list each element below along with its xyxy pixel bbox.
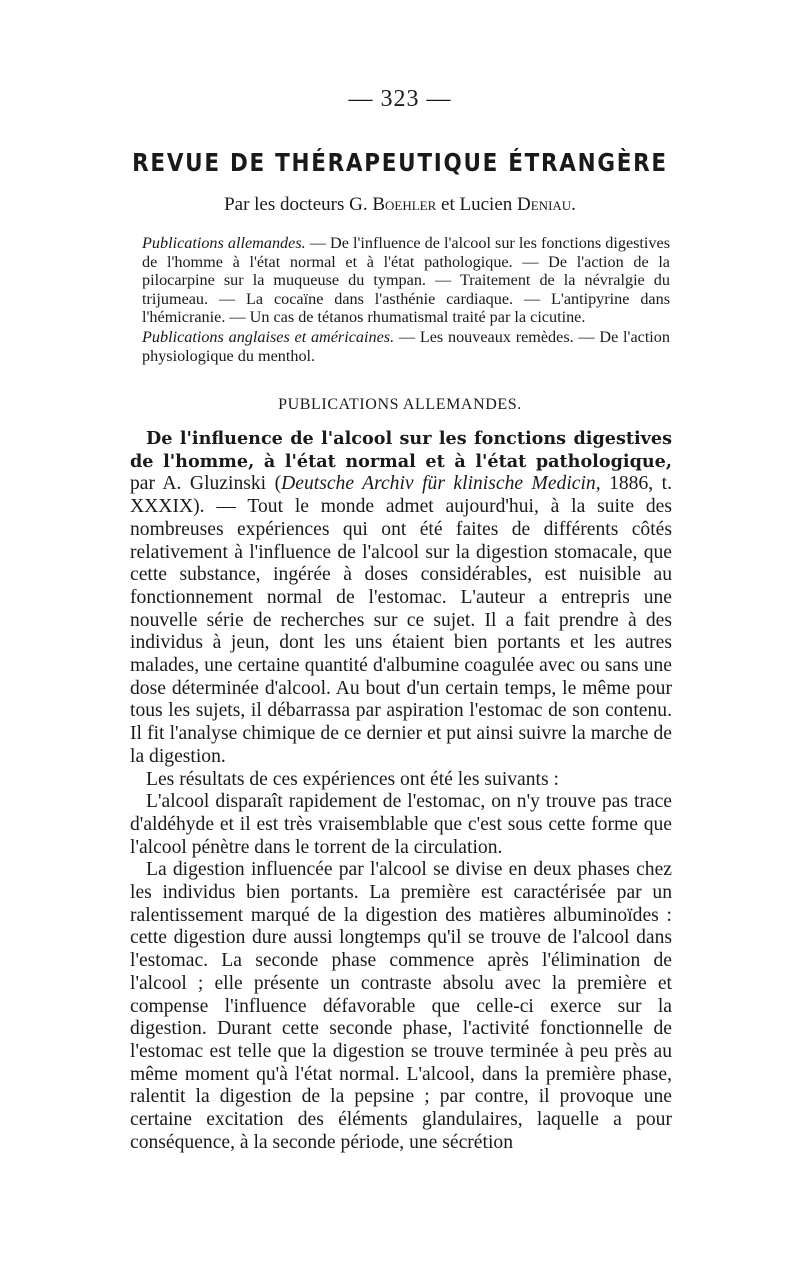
authors-middle: et Lucien bbox=[436, 194, 518, 215]
article-lead-title: De l'influence de l'alcool sur les fonctions digestives de l'homme, à l'état normal et à l'état pathologique, bbox=[130, 428, 672, 472]
article-author-ref: par A. Gluzinski ( bbox=[130, 473, 282, 495]
summary-german-label: Publications allemandes. bbox=[142, 234, 306, 252]
article-paragraph-3: L'alcool disparaît rapidement de l'estomac, on n'y trouve pas trace d'aldéhyde et il est très vraisemblable que c'est sous cette forme que l'alcool pénètre dans le torrent de la circulation. bbox=[130, 791, 672, 858]
page-number: — 323 — bbox=[348, 86, 452, 112]
article-body bbox=[130, 428, 672, 1155]
article-journal: Deutsche Archiv für klinische Medicin, bbox=[281, 473, 601, 495]
authors-suffix: . bbox=[571, 194, 576, 215]
summary-german bbox=[142, 234, 670, 327]
article-paragraph-1-text: — Tout le monde admet aujourd'hui, à la suite des nombreuses expériences qui ont été faites de différents côtés relativement à l'influence de l'alcool sur la digestion stomacale, que cette substance, ingérée à doses considérables, est nuisible au fonctionnement normal de l'estomac. L'auteur a entrepris une nouvelle série de recherches sur ce sujet. Il a fait prendre à des individus à jeun, dont les uns étaient bien portants et les autres malades, une certaine quantité d'albumine coagulée avec ou sans une dose déterminée d'alcool. Au bout d'un certain temps, le même pour tous les sujets, il débarrassa par aspiration l'estomac de son contenu. Il fit l'analyse chimique de ce dernier et put ainsi suivre la marche de la digestion. bbox=[130, 496, 672, 767]
author-deniau: Deniau bbox=[517, 194, 572, 215]
author-boehler: Boehler bbox=[372, 194, 437, 215]
article-paragraph-1 bbox=[130, 428, 672, 769]
section-heading: PUBLICATIONS ALLEMANDES. bbox=[278, 396, 522, 413]
authors-line bbox=[0, 194, 800, 216]
article-ref-tail: 1886, t. XXXIX). bbox=[130, 473, 672, 518]
authors-prefix: Par les docteurs G. bbox=[224, 194, 373, 215]
summary-english-text: — Les nouveaux remèdes. — De l'action physiologique du menthol. bbox=[142, 327, 670, 365]
summary-german-text: — De l'influence de l'alcool sur les fonctions digestives de l'homme à l'état normal et à l'état pathologique. — De l'action de la pilocarpine sur la muqueuse du tympan. — Traitement de la névralgie du trijumeau. — La cocaïne dans l'asthénie cardiaque. — L'antipyrine dans l'hémicranie. — Un cas de tétanos rhumatismal traité par la cicutine. bbox=[142, 234, 671, 327]
page-title: REVUE DE THÉRAPEUTIQUE ÉTRANGÈRE bbox=[132, 148, 668, 177]
article-paragraph-4: La digestion influencée par l'alcool se divise en deux phases chez les individus bien portants. La première est caractérisée par un ralentissement marqué de la digestion des matières albuminoïdes : cette digestion dure aussi longtemps qu'il se trouve de l'alcool dans l'estomac. La seconde phase commence après l'élimination de l'alcool ; elle présente un contraste absolu avec la première et compense l'influence défavorable que celle-ci exerce sur la digestion. Durant cette seconde phase, l'activité fonctionnelle de l'estomac est telle que la digestion se trouve terminée à peu près au même moment qu'à l'état normal. L'alcool, dans la première phase, ralentit la digestion de la pepsine ; par contre, il provoque une certaine excitation des éléments glandulaires, laquelle a pour conséquence, à la seconde période, une sécrétion bbox=[130, 859, 672, 1153]
summary-english bbox=[142, 328, 670, 365]
summary-english-label: Publications anglaises et américaines. bbox=[142, 327, 395, 346]
table-of-contents-summary bbox=[142, 234, 670, 365]
article-paragraph-2: Les résultats de ces expériences ont été les suivants : bbox=[146, 768, 559, 790]
